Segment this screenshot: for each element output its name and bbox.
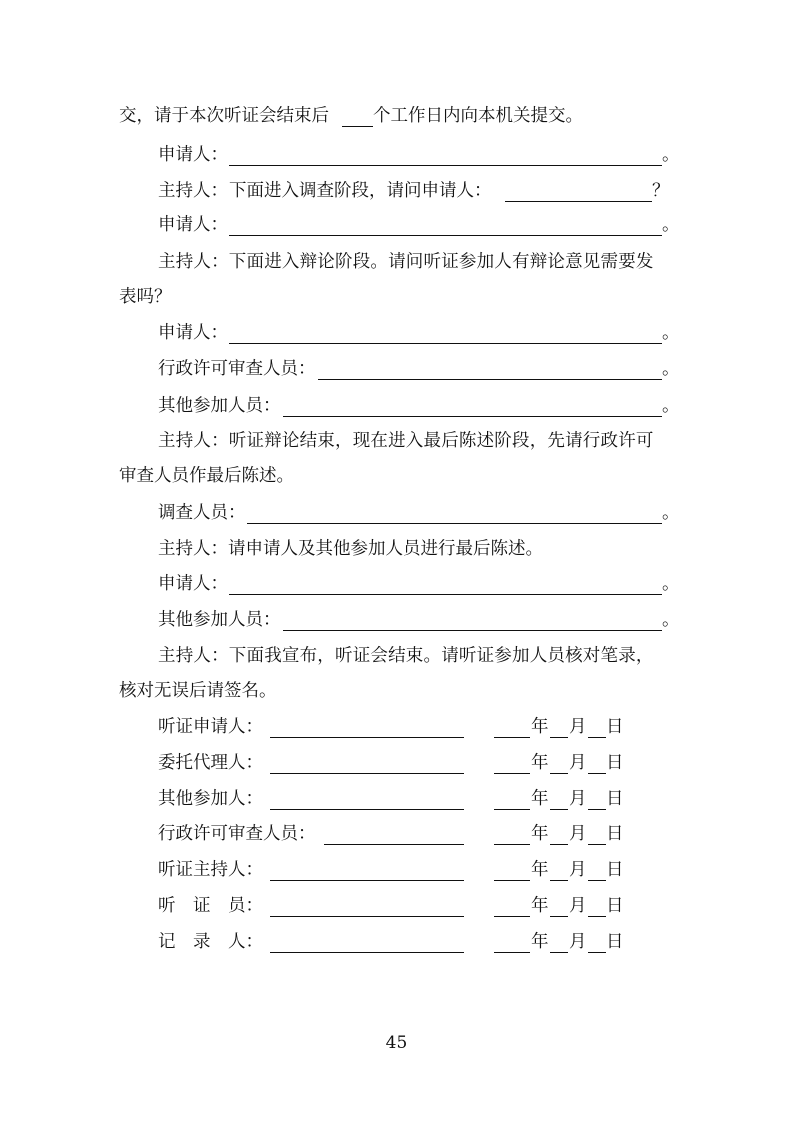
- others-label: 其他参加人员：: [158, 396, 281, 416]
- day-label: 日: [606, 932, 624, 952]
- month-blank: [550, 710, 568, 738]
- host-investigation: [0, 174, 793, 208]
- applicant-statement: [0, 316, 793, 350]
- signature-label: 行政许可审查人员：: [158, 824, 316, 844]
- period: 。: [662, 574, 680, 594]
- deadline-text: 交，请于本次听证会结束后: [119, 106, 329, 126]
- host-final-3-text: 主持人：请申请人及其他参加人员进行最后陈述。: [158, 539, 543, 559]
- month-blank: [550, 889, 568, 917]
- month-blank: [550, 782, 568, 810]
- period: 。: [662, 396, 680, 416]
- year-blank: [494, 817, 530, 845]
- month-label: 月: [569, 824, 587, 844]
- signature-blank: [270, 889, 464, 917]
- days-blank: [342, 99, 373, 127]
- signature-label: 听证主持人：: [158, 860, 263, 880]
- day-label: 日: [606, 824, 624, 844]
- host-label: 主持人：: [158, 181, 228, 201]
- month-blank: [550, 925, 568, 953]
- day-label: 日: [606, 717, 624, 737]
- signature-row: [0, 782, 793, 816]
- signature-blank: [270, 746, 464, 774]
- host-debate-cont: [0, 280, 793, 314]
- period: 。: [662, 145, 680, 165]
- others-blank: [283, 389, 662, 417]
- day-blank: [588, 710, 606, 738]
- host-final-text-end: 审查人员作最后陈述。: [119, 466, 294, 486]
- signature-row: [0, 925, 793, 959]
- host-debate-text-end: 表吗？: [119, 287, 172, 307]
- applicant-label: 申请人：: [158, 574, 228, 594]
- year-label: 年: [531, 896, 549, 916]
- signature-row: [0, 889, 793, 923]
- signature-blank: [270, 782, 464, 810]
- applicant-statement: [0, 567, 793, 601]
- month-label: 月: [569, 860, 587, 880]
- signature-label: 委托代理人：: [158, 753, 263, 773]
- host-debate: [0, 245, 793, 279]
- host-end-text: 主持人：下面我宣布，听证会结束。请听证参加人员核对笔录，: [158, 646, 654, 666]
- period: 。: [662, 323, 680, 343]
- reviewer-blank: [318, 352, 662, 380]
- host-investigation-text: 下面进入调查阶段，请问申请人：: [229, 181, 492, 201]
- day-blank: [588, 853, 606, 881]
- signature-blank: [270, 925, 464, 953]
- year-label: 年: [531, 717, 549, 737]
- day-label: 日: [606, 860, 624, 880]
- signature-blank: [270, 853, 464, 881]
- applicant-blank: [229, 316, 662, 344]
- signature-label: 其他参加人：: [158, 789, 263, 809]
- year-label: 年: [531, 824, 549, 844]
- applicant-statement: [0, 138, 793, 172]
- month-blank: [550, 817, 568, 845]
- investigator-label: 调查人员：: [158, 503, 246, 523]
- day-blank: [588, 782, 606, 810]
- day-label: 日: [606, 789, 624, 809]
- others-statement: [0, 603, 793, 637]
- month-label: 月: [569, 717, 587, 737]
- month-blank: [550, 746, 568, 774]
- signature-row: [0, 817, 793, 851]
- question-blank: [505, 174, 652, 202]
- investigator-blank: [247, 496, 662, 524]
- period: 。: [662, 215, 680, 235]
- reviewer-statement: [0, 352, 793, 386]
- year-label: 年: [531, 753, 549, 773]
- applicant-label: 申请人：: [158, 215, 228, 235]
- year-label: 年: [531, 789, 549, 809]
- host-final-cont: [0, 459, 793, 493]
- year-blank: [494, 746, 530, 774]
- question-mark: ？: [652, 181, 670, 201]
- applicant-blank: [229, 138, 662, 166]
- deadline-text-end: 个工作日内向本机关提交。: [373, 106, 583, 126]
- month-label: 月: [569, 789, 587, 809]
- applicant-statement: [0, 208, 793, 242]
- year-blank: [494, 782, 530, 810]
- month-blank: [550, 853, 568, 881]
- applicant-label: 申请人：: [158, 323, 228, 343]
- month-label: 月: [569, 753, 587, 773]
- signature-row: [0, 710, 793, 744]
- host-final-text: 主持人：听证辩论结束，现在进入最后陈述阶段，先请行政许可: [158, 431, 654, 451]
- signature-row: [0, 746, 793, 780]
- signature-label: 听 证 员：: [158, 896, 263, 916]
- host-final: [0, 424, 793, 458]
- others-statement: [0, 389, 793, 423]
- year-label: 年: [531, 860, 549, 880]
- signature-label: 听证申请人：: [158, 717, 263, 737]
- year-blank: [494, 710, 530, 738]
- year-blank: [494, 889, 530, 917]
- applicant-blank: [229, 567, 662, 595]
- host-final-statement: [0, 532, 793, 566]
- month-label: 月: [569, 932, 587, 952]
- day-label: 日: [606, 896, 624, 916]
- others-label: 其他参加人员：: [158, 610, 281, 630]
- reviewer-label: 行政许可审查人员：: [158, 359, 316, 379]
- day-blank: [588, 817, 606, 845]
- signature-blank: [270, 710, 464, 738]
- period: 。: [662, 359, 680, 379]
- applicant-blank: [229, 208, 662, 236]
- month-label: 月: [569, 896, 587, 916]
- host-end-cont: [0, 674, 793, 708]
- day-blank: [588, 746, 606, 774]
- day-label: 日: [606, 753, 624, 773]
- page-number: 45: [385, 1033, 408, 1053]
- signature-blank: [324, 817, 464, 845]
- applicant-label: 申请人：: [158, 145, 228, 165]
- text-line: [0, 99, 793, 133]
- day-blank: [588, 925, 606, 953]
- period: 。: [662, 503, 680, 523]
- signature-label: 记 录 人：: [158, 932, 263, 952]
- host-end-text-end: 核对无误后请签名。: [119, 681, 277, 701]
- investigator-statement: [0, 496, 793, 530]
- host-end: [0, 639, 793, 673]
- others-blank: [283, 603, 662, 631]
- signature-row: [0, 853, 793, 887]
- host-debate-text: 主持人：下面进入辩论阶段。请问听证参加人有辩论意见需要发: [158, 252, 654, 272]
- day-blank: [588, 889, 606, 917]
- period: 。: [662, 610, 680, 630]
- year-blank: [494, 853, 530, 881]
- year-blank: [494, 925, 530, 953]
- year-label: 年: [531, 932, 549, 952]
